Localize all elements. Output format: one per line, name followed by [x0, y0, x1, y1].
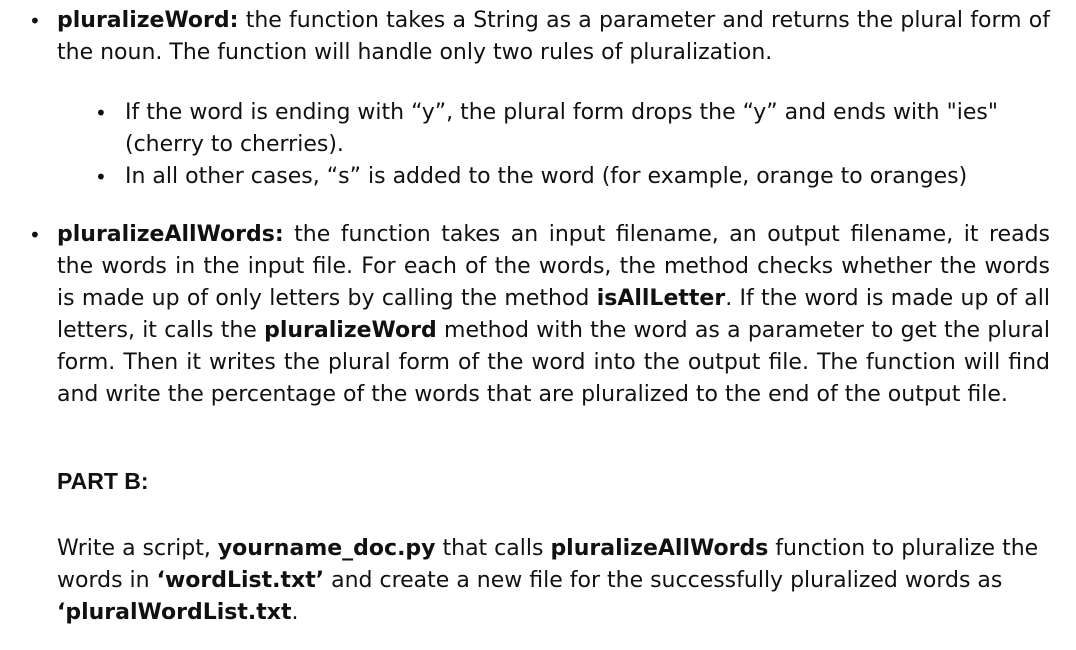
paragraph-text: that calls [435, 536, 551, 561]
bullet: • [29, 9, 41, 33]
term-pluralize-word: pluralizeWord: [57, 8, 239, 33]
output-filename: ‘pluralWordList.txt [57, 600, 292, 625]
method-pluralize-word: pluralizeWord [264, 318, 437, 343]
rule-text: In all other cases, “s” is added to the word (for example, orange to oranges) [125, 164, 968, 189]
description-text: . If the word is made up of all letters, it calls the [57, 286, 1050, 343]
paragraph-text: function to pluralize the words in [57, 536, 1039, 593]
description-text: the function takes a String as a parameter and returns the plural form of the noun. The function will handle only two rules of pluralization. [57, 8, 1050, 65]
section-heading-part-b: PART B: [57, 468, 149, 494]
paragraph-text: and create a new file for the successfully pluralized words as [324, 568, 1003, 593]
bullet: • [29, 223, 41, 247]
paragraph-text: . [291, 600, 299, 625]
sub-list-item-rule-y [95, 97, 1050, 161]
bullet: • [95, 101, 107, 125]
list-item-pluralize-all-words [29, 219, 1050, 411]
method-is-all-letter: isAllLetter [596, 286, 726, 311]
paragraph-text: Write a script, [57, 536, 218, 561]
list-item-pluralize-word [29, 5, 1050, 69]
rule-text: If the word is ending with “y”, the plural form drops the “y” and ends with "ies" (cherry to cherries). [125, 100, 998, 157]
bullet: • [95, 165, 107, 189]
description-text: the function takes an input filename, an output filename, it reads the words in the input file. For each of the words, the method checks whether the words is made up of only letters by calling the method [57, 222, 1050, 311]
sub-list-item-rule-s [95, 161, 1050, 193]
term-pluralize-all-words: pluralizeAllWords: [57, 222, 284, 247]
script-filename: yourname_doc.py [217, 536, 436, 561]
description-text: method with the word as a parameter to get the plural form. Then it writes the plural form of the word into the output file. The function will find and write the percentage of the words that are pluralized to the end of the output file. [57, 318, 1050, 407]
input-filename: ‘wordList.txt’ [156, 568, 325, 593]
part-b-paragraph [57, 533, 1050, 629]
function-name: pluralizeAllWords [550, 536, 769, 561]
